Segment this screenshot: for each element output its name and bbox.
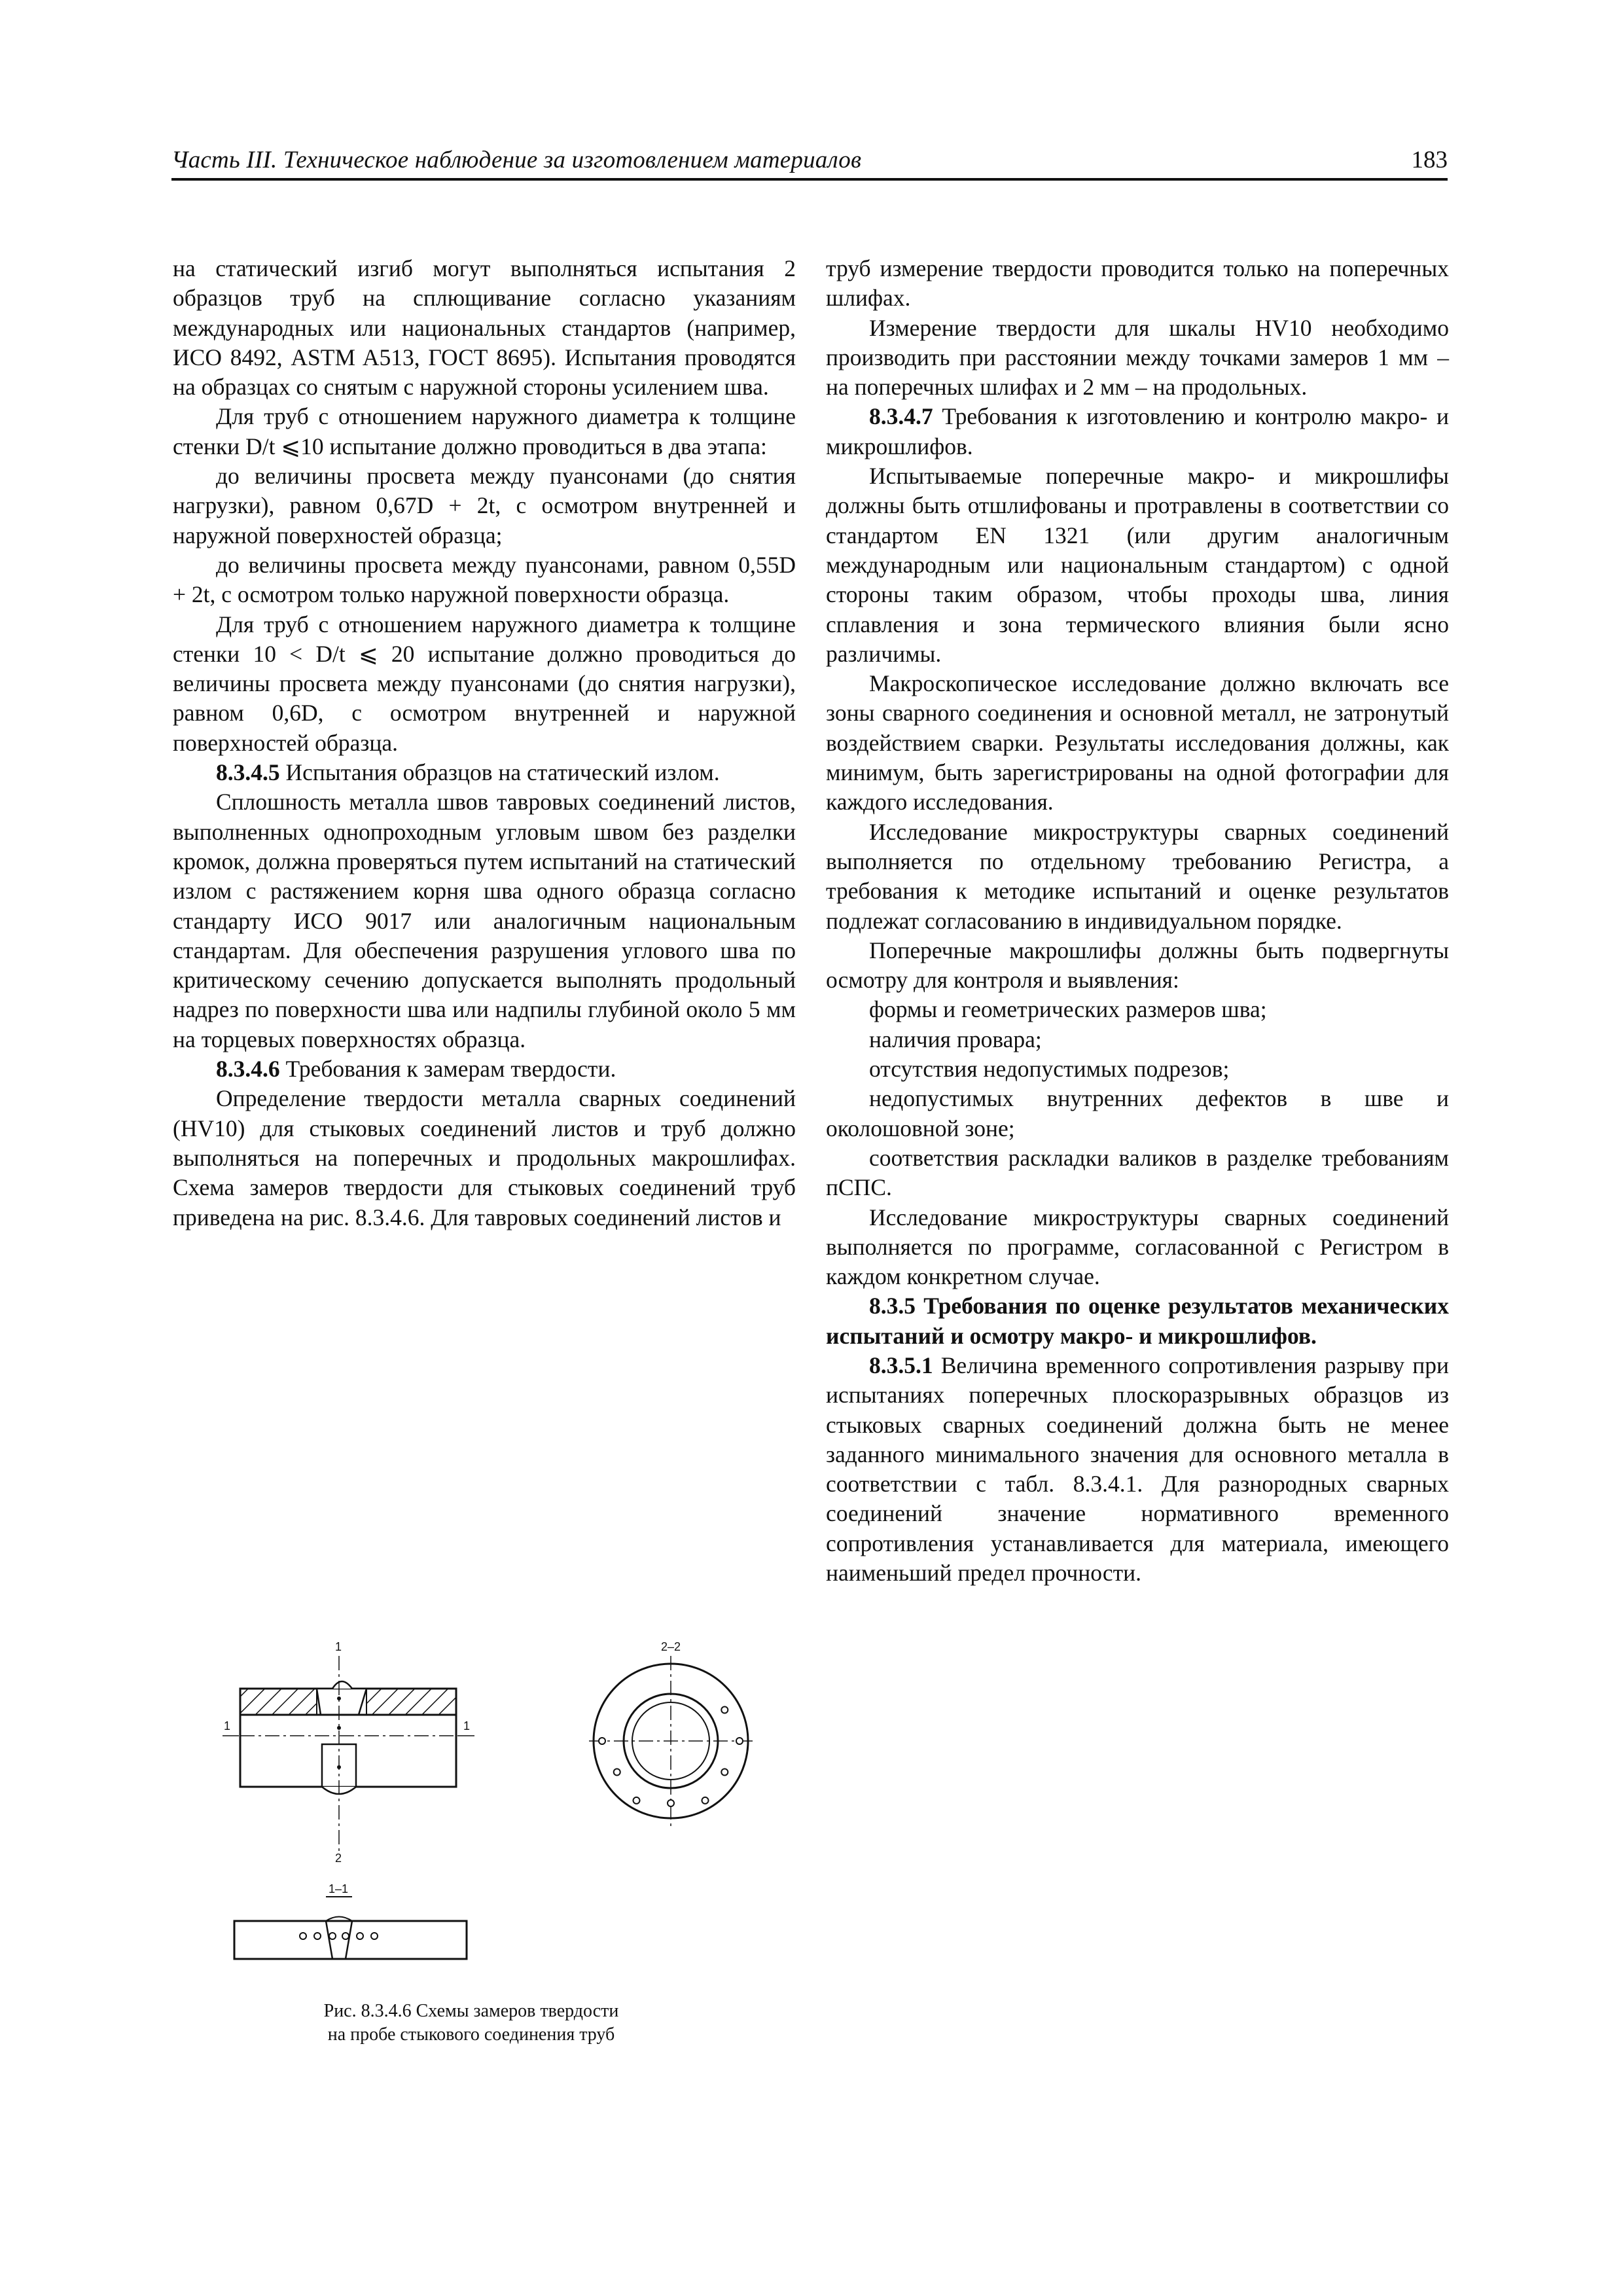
paragraph: [826, 254, 1449, 314]
hardness-point: [614, 1769, 620, 1776]
paragraph-text: Измерение твердости для шкалы HV10 необходимо производить при расстоянии между точками замеров 1 мм – на поперечных шлифах и 2 мм – на продольных.: [826, 314, 1449, 401]
paragraph-text: Исследование микроструктуры сварных соединений выполняется по программе, согласованной с Регистром в каждом конкретном случае.: [826, 1204, 1449, 1290]
paragraph-text: Сплошность металла швов тавровых соединений листов, выполненных однопроходным угловым швом без разделки кромок, должна проверяться путем испытаний на статический излом с растяжением корня шва одного образца согласно стандарту ИСО 9017 или аналогичным национальным стандартам. Для обеспечения разрушения углового шва по критическому сечению допускается выполнять продольный надрез по поверхности шва или надпилы глубиной около 5 мм на торцевых поверхностях образца.: [173, 789, 796, 1052]
weld-macrosection: [234, 1882, 467, 1959]
macrosection-hardness-points: [300, 1933, 378, 1939]
figure-caption-line-2: на пробе стыкового соединения труб: [327, 2024, 615, 2045]
section-1-left-mark: 1: [224, 1719, 231, 1732]
bottom-section-title: 1–1: [329, 1882, 349, 1895]
paragraph-text: до величины просвета между пуансонами, равном 0,55D + 2t, с осмотром только наружной поверхности образца.: [173, 551, 796, 608]
paragraph-text: Поперечные макрошлифы должны быть подвергнуты осмотру для контроля и выявления:: [826, 937, 1449, 994]
paragraph-text: Для труб с отношением наружного диаметра к толщине стенки 10 < D/t ⩽ 20 испытание должно проводиться до величины просвета между пуансонами (до снятия нагрузки), равном 0,6D, с осмотром внутренней и наружной поверхностей образца.: [173, 611, 796, 756]
paragraph-text: Требования к замерам твердости.: [279, 1056, 616, 1083]
paragraph: [826, 314, 1449, 403]
hardness-point: [736, 1738, 743, 1744]
figure-caption-line-1: Рис. 8.3.4.6 Схемы замеров твердости: [323, 2001, 619, 2021]
paragraph-text: Для труб с отношением наружного диаметра к толщине стенки D/t ⩽10 испытание должно проводиться в два этапа:: [173, 403, 796, 459]
paragraph-text: на статический изгиб могут выполняться испытания 2 образцов труб на сплющивание согласно указаниям международных или национальных стандартов (например, ИСО 8492, ASTM A513, ГОСТ 8695). Испытания проводятся на образцах со снятым с наружной стороны усилением шва.: [173, 255, 796, 401]
paragraph: [826, 936, 1449, 996]
pipe-cross-section: [589, 1640, 753, 1826]
paragraph: [826, 995, 1449, 1024]
hardness-point: [329, 1933, 336, 1939]
pipe-longitudinal-section: [223, 1656, 474, 1852]
paragraph: [173, 254, 796, 402]
paragraph: [826, 461, 1449, 669]
paragraph: [826, 1025, 1449, 1054]
hardness-point: [633, 1797, 640, 1804]
paragraph-text: труб измерение твердости проводится только на поперечных шлифах.: [826, 255, 1449, 312]
hardness-point: [599, 1738, 605, 1744]
hardness-point: [721, 1769, 728, 1776]
paragraph-text: до величины просвета между пуансонами (до снятия нагрузки), равном 0,67D + 2t, с осмотром внутренней и наружной поверхностей образца;: [173, 463, 796, 548]
section-number: 8.3.4.7: [869, 403, 933, 430]
paragraph: [173, 550, 796, 610]
section-number: 8.3.5: [869, 1293, 916, 1319]
paragraph: [173, 758, 796, 787]
hardness-point: [721, 1707, 728, 1713]
paragraph: [173, 461, 796, 550]
hardness-point: [300, 1933, 306, 1939]
section-1-right-mark: 1: [463, 1719, 471, 1732]
section-2-bottom-label: 2: [335, 1852, 342, 1865]
right-text-column: [826, 254, 1449, 1588]
hardness-point: [702, 1797, 709, 1804]
paragraph-text: Величина временного сопротивления разрыву при испытаниях поперечных плоскоразрывных образцов из стыковых сварных соединений должна быть не менее заданного минимального значения для основного металла в соответствии с табл. 8.3.4.1. Для разнородных сварных соединений значение нормативного временного сопротивления устанавливается для материала, имеющего наименьший предел прочности.: [826, 1352, 1449, 1587]
paragraph: [826, 669, 1449, 817]
paragraph: [826, 402, 1449, 461]
paragraph: [826, 1291, 1449, 1351]
section-number: 8.3.5.1: [869, 1352, 933, 1378]
paragraph-text: отсутствия недопустимых подрезов;: [869, 1056, 1230, 1083]
paragraph: [826, 1351, 1449, 1588]
paragraph: [173, 1054, 796, 1084]
hardness-point: [314, 1933, 321, 1939]
section-number: 8.3.4.6: [216, 1056, 280, 1083]
paragraph-text: Испытания образцов на статический излом.: [279, 759, 720, 786]
paragraph-text: соответствия раскладки валиков в разделке требованиям пСПС.: [826, 1144, 1449, 1201]
paragraph: [826, 1143, 1449, 1203]
section-1-top-label: 1: [335, 1640, 342, 1653]
paragraph-text: Требования по оценке результатов механических испытаний и осмотру макро- и микрошлифов.: [826, 1293, 1449, 1349]
paragraph: [173, 1084, 796, 1232]
paragraph: [173, 610, 796, 758]
figure-caption: [275, 2000, 668, 2047]
page-number: 183: [1411, 147, 1448, 173]
hardness-point: [371, 1933, 378, 1939]
paragraph: [173, 402, 796, 461]
paragraph-text: Требования к изготовлению и контролю макро- и микрошлифов.: [826, 403, 1449, 459]
section-number: 8.3.4.5: [216, 759, 280, 786]
hardness-scheme-figure: [183, 1636, 798, 2160]
running-header: [171, 145, 1448, 181]
paragraph-text: Исследование микроструктуры сварных соединений выполняется по отдельному требованию Регистра, а требования к методике испытаний и оценке результатов подлежат согласованию в индивидуальном порядке.: [826, 818, 1449, 934]
paragraph: [826, 817, 1449, 936]
running-header-title: Часть III. Техническое наблюдение за изготовлением материалов: [171, 147, 862, 173]
paragraph: [826, 1203, 1449, 1292]
ring-section-title: 2–2: [661, 1640, 681, 1653]
paragraph-text: формы и геометрических размеров шва;: [869, 996, 1267, 1023]
hardness-point: [357, 1933, 363, 1939]
hardness-point: [668, 1800, 674, 1806]
paragraph: [826, 1054, 1449, 1084]
hardness-scheme-drawing: [183, 1636, 798, 2003]
paragraph-text: Испытываемые поперечные макро- и микрошлифы должны быть отшлифованы и протравлены в соответствии со стандартом EN 1321 (или другим аналогичным международным или национальным стандартом) с одной стороны таким образом, чтобы проходы шва, линия сплавления и зона термического влияния были ясно различимы.: [826, 463, 1449, 667]
paragraph: [826, 1084, 1449, 1143]
paragraph-text: Определение твердости металла сварных соединений (HV10) для стыковых соединений листов и труб должно выполняться на поперечных и продольных макрошлифах. Схема замеров твердости для стыковых соединений труб приведена на рис. 8.3.4.6. Для тавровых соединений листов и: [173, 1085, 796, 1230]
paragraph-text: наличия провара;: [869, 1026, 1042, 1052]
hardness-point: [342, 1933, 349, 1939]
paragraph-text: Макроскопическое исследование должно включать все зоны сварного соединения и основной металл, не затронутый воздействием сварки. Результаты исследования должны, как минимум, быть зарегистрированы на одной фотографии для каждого исследования.: [826, 670, 1449, 816]
paragraph-text: недопустимых внутренних дефектов в шве и околошовной зоне;: [826, 1085, 1449, 1141]
left-text-column: [173, 254, 796, 1232]
paragraph: [173, 787, 796, 1054]
